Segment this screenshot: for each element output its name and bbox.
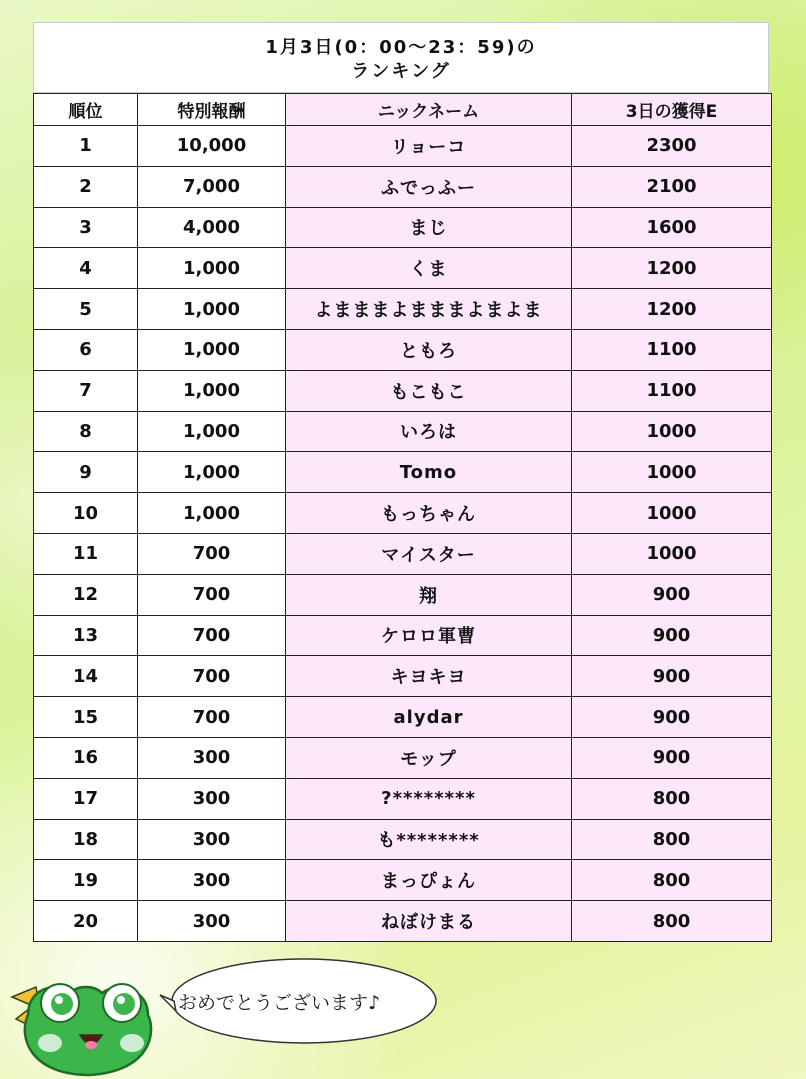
reward-cell: 1,000: [138, 493, 286, 534]
reward-cell: 10,000: [138, 126, 286, 167]
ranking-title: [33, 22, 769, 93]
reward-cell: 700: [138, 533, 286, 574]
rank-cell: 16: [34, 737, 138, 778]
earned-cell: 900: [572, 737, 772, 778]
rank-cell: 13: [34, 615, 138, 656]
table-row: [34, 452, 772, 493]
nickname-cell: リョーコ: [286, 126, 572, 167]
ranking-table: [33, 93, 772, 942]
nickname-cell: 翔: [286, 574, 572, 615]
ranking-panel: [33, 22, 769, 942]
rank-cell: 12: [34, 574, 138, 615]
frog-mascot-icon: [10, 975, 160, 1079]
earned-cell: 900: [572, 574, 772, 615]
nickname-cell: くま: [286, 248, 572, 289]
reward-cell: 700: [138, 615, 286, 656]
nickname-cell: ふでっふー: [286, 166, 572, 207]
reward-cell: 4,000: [138, 207, 286, 248]
reward-cell: 1,000: [138, 370, 286, 411]
nickname-cell: ケロロ軍曹: [286, 615, 572, 656]
rank-cell: 8: [34, 411, 138, 452]
earned-cell: 1100: [572, 370, 772, 411]
table-row: [34, 411, 772, 452]
earned-cell: 1200: [572, 289, 772, 330]
earned-cell: 1000: [572, 533, 772, 574]
title-line-2: ランキング: [351, 61, 451, 82]
reward-cell: 1,000: [138, 248, 286, 289]
nickname-cell: よまままよまままよまよま: [286, 289, 572, 330]
nickname-cell: もっちゃん: [286, 493, 572, 534]
nickname-cell: まっぴょん: [286, 860, 572, 901]
earned-cell: 800: [572, 819, 772, 860]
earned-cell: 900: [572, 615, 772, 656]
nickname-cell: モップ: [286, 737, 572, 778]
table-row: [34, 289, 772, 330]
reward-cell: 300: [138, 737, 286, 778]
nickname-cell: ねぼけまる: [286, 901, 572, 942]
table-row: [34, 166, 772, 207]
earned-cell: 1100: [572, 329, 772, 370]
table-row: [34, 533, 772, 574]
reward-cell: 1,000: [138, 289, 286, 330]
rank-cell: 9: [34, 452, 138, 493]
rank-cell: 7: [34, 370, 138, 411]
earned-cell: 1600: [572, 207, 772, 248]
table-row: [34, 615, 772, 656]
rank-cell: 14: [34, 656, 138, 697]
table-row: [34, 860, 772, 901]
header-earned: 3日の獲得E: [572, 94, 772, 126]
rank-cell: 20: [34, 901, 138, 942]
table-row: [34, 248, 772, 289]
table-row: [34, 697, 772, 738]
earned-cell: 1200: [572, 248, 772, 289]
header-reward: 特別報酬: [138, 94, 286, 126]
table-header-row: [34, 94, 772, 126]
reward-cell: 700: [138, 656, 286, 697]
reward-cell: 300: [138, 860, 286, 901]
rank-cell: 3: [34, 207, 138, 248]
earned-cell: 2100: [572, 166, 772, 207]
header-nickname: ニックネーム: [286, 94, 572, 126]
rank-cell: 4: [34, 248, 138, 289]
rank-cell: 11: [34, 533, 138, 574]
reward-cell: 300: [138, 778, 286, 819]
reward-cell: 700: [138, 574, 286, 615]
ranking-table-body: [34, 126, 772, 942]
table-row: [34, 493, 772, 534]
table-row: [34, 819, 772, 860]
table-row: [34, 574, 772, 615]
nickname-cell: マイスター: [286, 533, 572, 574]
nickname-cell: ?********: [286, 778, 572, 819]
rank-cell: 1: [34, 126, 138, 167]
earned-cell: 1000: [572, 452, 772, 493]
reward-cell: 1,000: [138, 411, 286, 452]
table-row: [34, 329, 772, 370]
rank-cell: 2: [34, 166, 138, 207]
table-row: [34, 656, 772, 697]
nickname-cell: も********: [286, 819, 572, 860]
earned-cell: 800: [572, 778, 772, 819]
earned-cell: 900: [572, 697, 772, 738]
rank-cell: 10: [34, 493, 138, 534]
reward-cell: 700: [138, 697, 286, 738]
table-row: [34, 737, 772, 778]
rank-cell: 15: [34, 697, 138, 738]
nickname-cell: いろは: [286, 411, 572, 452]
table-row: [34, 778, 772, 819]
reward-cell: 300: [138, 901, 286, 942]
nickname-cell: キヨキヨ: [286, 656, 572, 697]
reward-cell: 1,000: [138, 329, 286, 370]
rank-cell: 19: [34, 860, 138, 901]
earned-cell: 800: [572, 901, 772, 942]
table-row: [34, 901, 772, 942]
congratulations-message: おめでとうございます♪: [178, 992, 381, 1014]
rank-cell: 18: [34, 819, 138, 860]
table-row: [34, 207, 772, 248]
reward-cell: 7,000: [138, 166, 286, 207]
nickname-cell: ともろ: [286, 329, 572, 370]
earned-cell: 1000: [572, 493, 772, 534]
table-row: [34, 126, 772, 167]
reward-cell: 300: [138, 819, 286, 860]
rank-cell: 17: [34, 778, 138, 819]
earned-cell: 1000: [572, 411, 772, 452]
title-line-1: 1月3日(0：00～23：59)の: [265, 37, 537, 58]
rank-cell: 5: [34, 289, 138, 330]
earned-cell: 800: [572, 860, 772, 901]
earned-cell: 2300: [572, 126, 772, 167]
nickname-cell: Tomo: [286, 452, 572, 493]
header-rank: 順位: [34, 94, 138, 126]
earned-cell: 900: [572, 656, 772, 697]
rank-cell: 6: [34, 329, 138, 370]
nickname-cell: alydar: [286, 697, 572, 738]
nickname-cell: まじ: [286, 207, 572, 248]
reward-cell: 1,000: [138, 452, 286, 493]
table-row: [34, 370, 772, 411]
nickname-cell: もこもこ: [286, 370, 572, 411]
